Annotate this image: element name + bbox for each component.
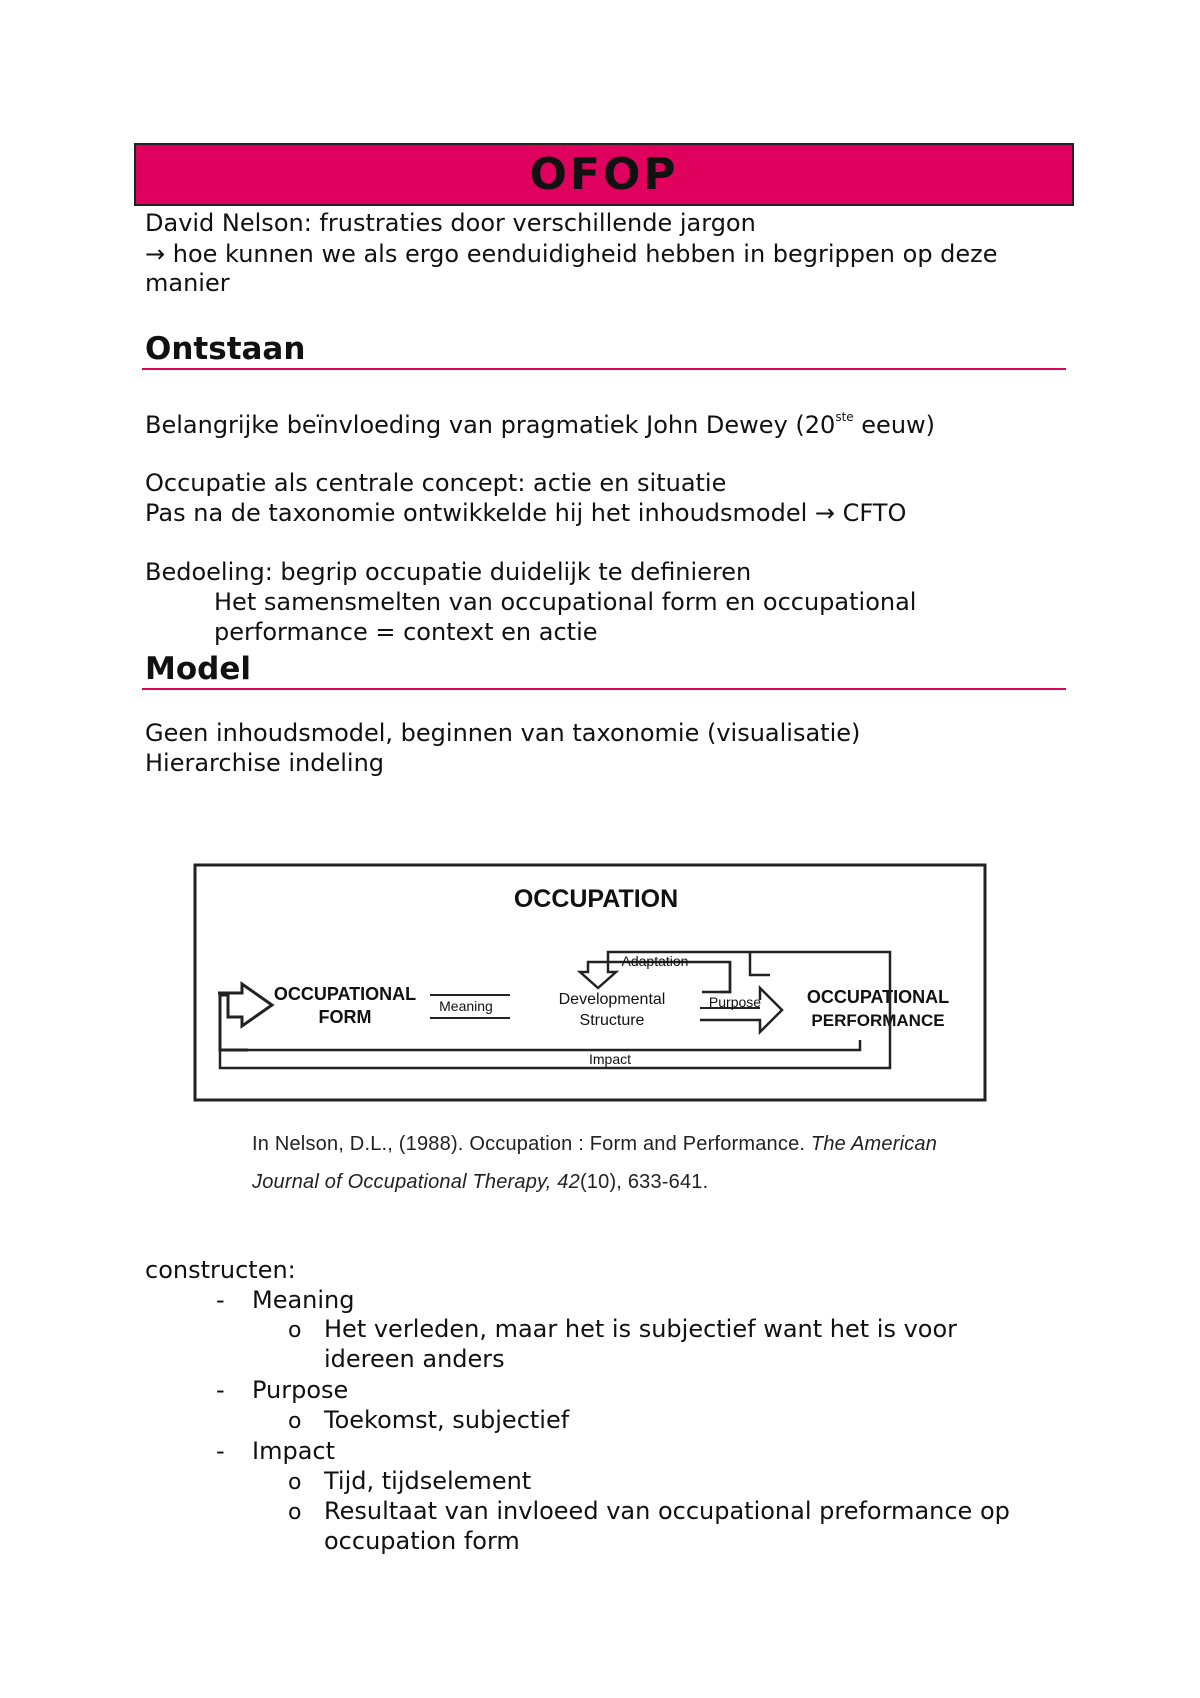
- adaptation-label: Adaptation: [621, 953, 689, 969]
- occupational-form-label-1: OCCUPATIONAL: [273, 984, 417, 1004]
- constructen-label: constructen:: [145, 1256, 296, 1284]
- ontstaan-paragraph-5: Het samensmelten van occupational form en occupational: [214, 588, 917, 616]
- ontstaan-paragraph-1: Belangrijke beïnvloeding van pragmatiek John Dewey (20ste eeuw): [145, 410, 936, 439]
- section-heading-ontstaan: Ontstaan: [145, 331, 306, 367]
- diagram-title: OCCUPATION: [513, 885, 679, 913]
- occupation-diagram: [190, 860, 990, 1105]
- model-paragraph-2: Hierarchise indeling: [145, 749, 385, 777]
- intro-line-3: manier: [145, 269, 230, 297]
- list-item: - Impact: [216, 1437, 336, 1465]
- citation-line-1: In Nelson, D.L., (1988). Occupation : Form and Performance. The American: [252, 1133, 938, 1155]
- section-rule: [142, 368, 1066, 370]
- intro-line-1: David Nelson: frustraties door verschillende jargon: [145, 209, 756, 237]
- meaning-label: Meaning: [439, 998, 493, 1014]
- arrow-icon: →: [814, 499, 836, 527]
- page-title: OFOP: [529, 149, 679, 200]
- model-paragraph-1: Geen inhoudsmodel, beginnen van taxonomie (visualisatie): [145, 719, 861, 747]
- sub-list-item: o Toekomst, subjectief: [288, 1406, 570, 1434]
- occupational-performance-label-2: PERFORMANCE: [811, 1011, 945, 1030]
- section-heading-model: Model: [145, 651, 251, 687]
- list-item: - Meaning: [216, 1286, 355, 1314]
- developmental-label-2: Structure: [579, 1012, 645, 1029]
- occupational-performance-label-1: OCCUPATIONAL: [806, 987, 950, 1007]
- ontstaan-paragraph-4: Bedoeling: begrip occupatie duidelijk te definieren: [145, 558, 752, 586]
- section-rule: [142, 688, 1066, 690]
- developmental-label-1: Developmental: [558, 991, 666, 1008]
- citation-line-2: Journal of Occupational Therapy, 42(10), 633-641.: [252, 1171, 709, 1193]
- impact-label: Impact: [588, 1051, 632, 1067]
- sub-list-item: o Resultaat van invloeed van occupational preformance op occupation form: [288, 1497, 1010, 1555]
- ontstaan-paragraph-6: performance = context en actie: [214, 618, 598, 646]
- ontstaan-paragraph-3: Pas na de taxonomie ontwikkelde hij het inhoudsmodel → CFTO: [145, 499, 907, 527]
- sub-list-item: o Het verleden, maar het is subjectief want het is voor idereen anders: [288, 1315, 958, 1373]
- ontstaan-paragraph-2: Occupatie als centrale concept: actie en situatie: [145, 469, 727, 497]
- arrow-icon: →: [145, 240, 166, 268]
- list-item: - Purpose: [216, 1376, 349, 1404]
- sub-list-item: o Tijd, tijdselement: [288, 1467, 532, 1495]
- title-banner: [134, 143, 1074, 206]
- occupational-form-label-2: FORM: [318, 1007, 372, 1027]
- purpose-label: Purpose: [708, 994, 762, 1010]
- intro-line-2: → hoe kunnen we als ergo eenduidigheid hebben in begrippen op deze: [145, 240, 998, 268]
